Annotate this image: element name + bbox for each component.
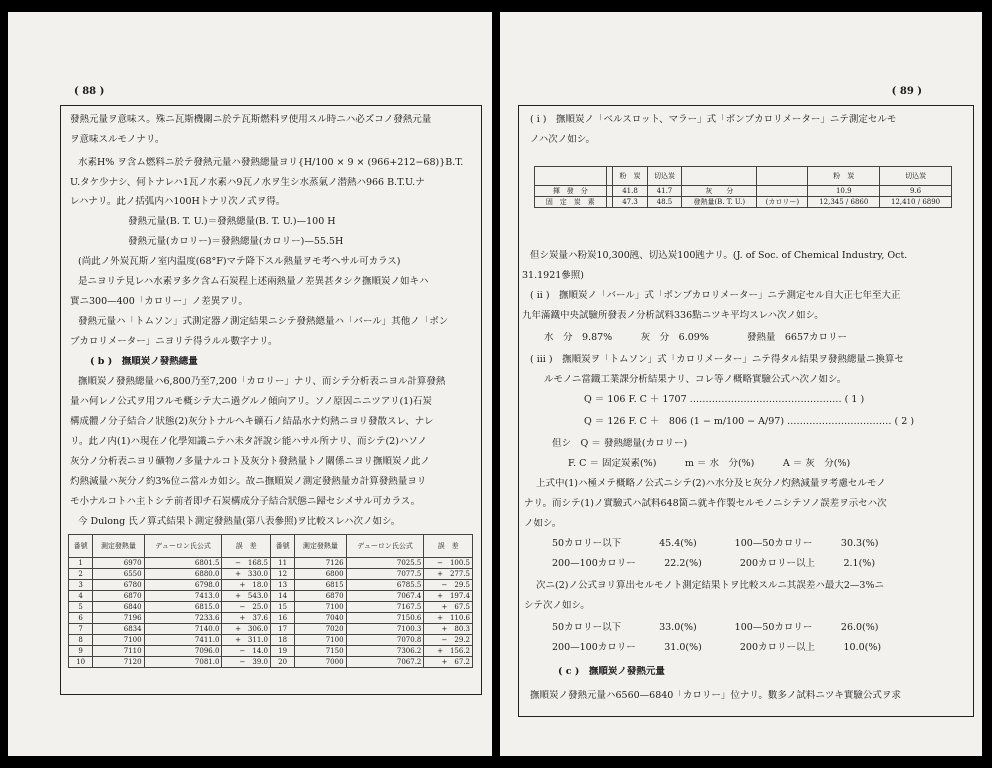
table-cell: 7070.8 xyxy=(346,635,424,646)
text-line: リ。此ノ内(1)ハ現在ノ化學知識ニテハ未タ評說シ能ハサル所ナリ、而シテ(2)ハソノ xyxy=(70,436,428,447)
table-row xyxy=(69,569,473,580)
table-cell: 6800 xyxy=(295,569,346,580)
text-line: 九年滿鐵中央試驗所發表ノ分析試料336點ニツキ平均スレハ次ノ如シ。 xyxy=(522,310,824,321)
text-line: 31.1921參照) xyxy=(522,270,584,281)
table-cell: 41.7 xyxy=(647,186,681,197)
table-cell: 7100 xyxy=(93,635,144,646)
text-line: レハナリ。此ノ括弧内ハ100Hトナリ次ノ式ヲ得。 xyxy=(70,196,286,207)
table-cell: + 330.0 xyxy=(222,569,271,580)
table-cell xyxy=(757,186,808,197)
table-cell: 1 xyxy=(69,558,93,569)
table-header: 番號 xyxy=(270,535,294,558)
table-header xyxy=(606,167,613,186)
table-cell: 6815.0 xyxy=(144,602,222,613)
text-line: 發熱元量ヲ意味ス。殊ニ瓦斯機關ニ於テ瓦斯燃料ヲ使用スル時ニハ必ズコノ發熱元量 xyxy=(70,114,432,125)
table-cell: 6 xyxy=(69,613,93,624)
text-line: ブカロリメーター」ニヨリテ得ラルル數字ナリ。 xyxy=(70,336,278,347)
table-cell: 7067.2 xyxy=(346,657,424,668)
text-line: ( iii ) 撫順炭ヲ「トムソン」式「カロリメーター」ニテ得タル結果ヲ發熱總量ニ換算セ xyxy=(530,354,904,365)
table-row xyxy=(535,197,952,208)
table-cell: 11 xyxy=(270,558,294,569)
text-line: 發熱元量ハ「トムソン」式測定器ノ測定結果ニシテ發熱總量ハ「バール」其他ノ「ボン xyxy=(78,316,449,327)
text-line: (尚此ノ外炭瓦斯ノ室内温度(68°F)マテ降下スル熱量ヲモ考ヘサル可カラス) xyxy=(78,256,401,267)
table-cell: 14 xyxy=(270,591,294,602)
table-header xyxy=(757,167,808,186)
text-line: 灼熱減量ハ灰分ノ約3%位ニ當ルカ如シ。故ニ撫順炭ノ測定發熱量カ計算發熱量ヨリ xyxy=(70,476,427,487)
table-header: 番號 xyxy=(69,535,93,558)
table-cell: 7081.0 xyxy=(144,657,222,668)
table-cell xyxy=(606,197,613,208)
table-cell: 7126 xyxy=(295,558,346,569)
table-cell: 6834 xyxy=(93,624,144,635)
table-cell: 6801.5 xyxy=(144,558,222,569)
table-cell: + 110.6 xyxy=(424,613,473,624)
table-cell: 12,410 / 6890 xyxy=(880,197,952,208)
text-line: 是ニヨリテ見レハ水素ヲ多ク含ム石炭程上述兩熱量ノ差異甚タシク撫順炭ノ如キハ xyxy=(78,276,429,287)
table-header: デューロン氏公式 xyxy=(144,535,222,558)
analysis-table xyxy=(534,166,952,208)
table-cell: 7100.3 xyxy=(346,624,424,635)
table-cell: 16 xyxy=(270,613,294,624)
table-cell: 6815 xyxy=(295,580,346,591)
text-line: 50カロリー以下 33.0(%) 100—50カロリー 26.0(%) xyxy=(552,622,879,633)
table-cell: − 29.2 xyxy=(424,635,473,646)
table-cell: 41.8 xyxy=(613,186,647,197)
table-cell: + 67.2 xyxy=(424,657,473,668)
table-header: 切込炭 xyxy=(647,167,681,186)
table-cell: 6970 xyxy=(93,558,144,569)
table-cell: 7150.6 xyxy=(346,613,424,624)
text-line: 撫順炭ノ發熱總量ハ6,800乃至7,200「カロリー」ナリ、而シテ分析表ニヨル計算發熱 xyxy=(78,376,446,387)
table-header xyxy=(682,167,757,186)
text-line: ノ如シ。 xyxy=(524,518,562,529)
table-cell: + 67.5 xyxy=(424,602,473,613)
table-cell: 發熱量(B. T. U.) xyxy=(682,197,757,208)
table-cell: + 197.4 xyxy=(424,591,473,602)
table-cell: 2 xyxy=(69,569,93,580)
table-row xyxy=(69,591,473,602)
table-cell: 10.9 xyxy=(808,186,880,197)
text-line: 水 分 9.87% 灰 分 6.09% 發熱量 6657カロリー xyxy=(544,332,848,343)
table-cell: 18 xyxy=(270,635,294,646)
table-header: デューロン氏公式 xyxy=(346,535,424,558)
formula-line: Q ＝ 126 F. C ＋ 806 (1 − m/100 − A/97) …………………………… ( 2 ) xyxy=(584,416,915,427)
text-line: ナリ。而シテ(1)ノ實驗式ハ試料648箇ニ就キ作製セルモノニシテソノ誤差ヲ示セハ次 xyxy=(524,498,887,509)
table-cell: (カロリー) xyxy=(757,197,808,208)
table-row xyxy=(69,558,473,569)
text-line: F. C ＝ 固定炭素(%) m ＝ 水 分(%) A ＝ 灰 分(%) xyxy=(568,458,851,469)
table-cell: + 543.0 xyxy=(222,591,271,602)
table-header-row xyxy=(69,535,473,558)
page-number: ( 88 ) xyxy=(74,86,105,97)
text-line: 但シ Q ＝ 發熱總量(カロリー) xyxy=(552,438,688,449)
text-line: U.タケ少ナシ、何トナレハ1瓦ノ水素ハ9瓦ノ水ヲ生シ水蒸氣ノ潜熱ハ966 B.T.U.ナ xyxy=(70,177,425,188)
text-line: ヲ意味スルモノナリ。 xyxy=(70,134,165,145)
text-line: 實ニ300—400「カロリー」ノ差異アリ。 xyxy=(70,296,248,307)
table-header-row xyxy=(535,167,952,186)
right-page xyxy=(500,12,982,756)
table-cell: 7100 xyxy=(295,635,346,646)
left-page xyxy=(8,12,492,756)
table-cell: 7067.4 xyxy=(346,591,424,602)
table-cell: 6798.0 xyxy=(144,580,222,591)
table-cell: 6785.5 xyxy=(346,580,424,591)
table-cell: 固 定 炭 素 xyxy=(535,197,607,208)
text-line: ルモノニ當鐵工業課分析結果ナリ、コレ等ノ概略實驗公式ハ次ノ如シ。 xyxy=(544,374,847,385)
table-header: 測定發熱量 xyxy=(93,535,144,558)
table-cell: 6870 xyxy=(93,591,144,602)
table-cell: 5 xyxy=(69,602,93,613)
table-cell: − 29.5 xyxy=(424,580,473,591)
table-cell: + 306.0 xyxy=(222,624,271,635)
table-cell: 7100 xyxy=(295,602,346,613)
table-cell: 7140.0 xyxy=(144,624,222,635)
table-body xyxy=(69,558,473,668)
table-cell: − 25.0 xyxy=(222,602,271,613)
table-cell: + 37.6 xyxy=(222,613,271,624)
comparison-table xyxy=(68,534,473,668)
table-cell: 15 xyxy=(270,602,294,613)
table-cell: 6550 xyxy=(93,569,144,580)
text-line: 次ニ(2)ノ公式ヨリ算出セルモノト測定結果トヲ比較スルニ其誤差ハ最大2—3%ニ xyxy=(536,580,884,591)
table-cell: 3 xyxy=(69,580,93,591)
table-cell: 4 xyxy=(69,591,93,602)
text-line: ( ii ) 撫順炭ノ「バール」式「ボンブカロリメーター」ニテ測定セル自大正七年至大正 xyxy=(530,290,901,301)
table-row xyxy=(69,646,473,657)
page-number: ( 89 ) xyxy=(891,86,922,97)
table-cell: 8 xyxy=(69,635,93,646)
table-cell: 12,345 / 6860 xyxy=(808,197,880,208)
table-row xyxy=(69,657,473,668)
table-row xyxy=(69,602,473,613)
table-cell: 19 xyxy=(270,646,294,657)
table-cell: 7120 xyxy=(93,657,144,668)
table-cell: 7110 xyxy=(93,646,144,657)
table-cell: 灰 分 xyxy=(682,186,757,197)
formula-line: 發熱元量(B. T. U.)＝發熱總量(B. T. U.)—100 H xyxy=(128,216,336,227)
table-cell: − 14.0 xyxy=(222,646,271,657)
table-cell: + 156.2 xyxy=(424,646,473,657)
table-cell: 6880.0 xyxy=(144,569,222,580)
table-cell: − 168.5 xyxy=(222,558,271,569)
text-line: 但シ炭量ハ粉炭10,300瓲、切込炭100瓲ナリ。(J. of Soc. of Chemical Industry, Oct. xyxy=(530,250,908,261)
table-cell: 9 xyxy=(69,646,93,657)
table-cell: 20 xyxy=(270,657,294,668)
table-cell: 9.6 xyxy=(880,186,952,197)
table-cell: 7020 xyxy=(295,624,346,635)
table-cell: 7025.5 xyxy=(346,558,424,569)
text-line: 撫順炭ノ發熱元量ハ6560—6840「カロリー」位ナリ。數多ノ試料ニツキ實驗公式ヲ求 xyxy=(530,690,901,701)
table-header: 粉 炭 xyxy=(613,167,647,186)
text-line: シテ次ノ如シ。 xyxy=(524,600,590,611)
text-line: ( i ) 撫順炭ノ「ベルスロット、マラー」式「ボンブカロリメーター」ニテ測定セルモ xyxy=(530,114,897,125)
table-cell: 13 xyxy=(270,580,294,591)
table-cell: 7306.2 xyxy=(346,646,424,657)
table-row xyxy=(69,635,473,646)
table-header: 誤 差 xyxy=(222,535,271,558)
table-cell: 7077.5 xyxy=(346,569,424,580)
text-line: 今 Dulong 氏ノ算式結果ト測定發熱量(第八表參照)ヲ比較スレハ次ノ如シ。 xyxy=(78,516,401,527)
table-cell: 7040 xyxy=(295,613,346,624)
table-header: 切込炭 xyxy=(880,167,952,186)
text-line: 50カロリー以下 45.4(%) 100—50カロリー 30.3(%) xyxy=(552,538,879,549)
table-header: 測定發熱量 xyxy=(295,535,346,558)
table-cell xyxy=(606,186,613,197)
table-row xyxy=(69,613,473,624)
section-heading: ( c ) 撫順炭ノ發熱元量 xyxy=(558,666,665,677)
table-cell: + 80.3 xyxy=(424,624,473,635)
table-cell: 7196 xyxy=(93,613,144,624)
table-cell: 7233.6 xyxy=(144,613,222,624)
section-heading: ( b ) 撫順炭ノ發熱總量 xyxy=(90,356,198,367)
table-row xyxy=(69,624,473,635)
text-line: 構成體ノ分子結合ノ狀態(2)灰分トナルヘキ礦石ノ結晶水ナ灼熱ニヨリ發散スレ、ナレ xyxy=(70,416,434,427)
table-header xyxy=(535,167,607,186)
table-cell: + 277.5 xyxy=(424,569,473,580)
text-line: 量ハ何レノ公式ヲ用フルモ概シテ大ニ過グルノ傾向アリ。ソノ原因ニニツアリ(1)石炭 xyxy=(70,396,432,407)
table-cell: 7411.0 xyxy=(144,635,222,646)
table-header: 粉 炭 xyxy=(808,167,880,186)
table-cell: 6780 xyxy=(93,580,144,591)
table-cell: 47.3 xyxy=(613,197,647,208)
table-cell: 7000 xyxy=(295,657,346,668)
table-cell: 10 xyxy=(69,657,93,668)
table-cell: 7150 xyxy=(295,646,346,657)
table-cell: 7167.5 xyxy=(346,602,424,613)
text-line: 水素H% ヲ含ム燃料ニ於テ發熱元量ハ發熱總量ヨリ{H/100 × 9 × (966+212−68)}B.T. xyxy=(78,157,464,168)
text-line: 200—100カロリー 22.2(%) 200カロリー以上 2.1(%) xyxy=(552,558,876,569)
table-cell: 揮 發 分 xyxy=(535,186,607,197)
table-row xyxy=(535,186,952,197)
table-cell: 17 xyxy=(270,624,294,635)
table-row xyxy=(69,580,473,591)
text-line: ノハ次ノ如シ。 xyxy=(530,134,595,145)
table-cell: − 100.5 xyxy=(424,558,473,569)
table-cell: 6840 xyxy=(93,602,144,613)
formula-line: Q ＝ 106 F. C ＋ 1707 ………………………………………… ( 1 ) xyxy=(584,394,865,405)
table-cell: 7096.0 xyxy=(144,646,222,657)
table-cell: 6870 xyxy=(295,591,346,602)
text-line: 上式中(1)ハ極メテ概略ノ公式ニシテ(2)ハ水分及ヒ灰分ノ灼熱減量ヲ考慮セルモノ xyxy=(536,478,886,489)
text-line: 灰分ノ分析表ニヨリ礦物ノ多量ナルコト及灰分ト發熱量トノ關係ニヨリ撫順炭ノ此ノ xyxy=(70,456,430,467)
table-cell: 7413.0 xyxy=(144,591,222,602)
table-cell: + 18.0 xyxy=(222,580,271,591)
table-cell: 48.5 xyxy=(647,197,681,208)
table-cell: + 311.0 xyxy=(222,635,271,646)
text-line: モ小ナルコトハ主トシテ前者即チ石炭構成分子結合狀態ニ歸セシメサル可カラス。 xyxy=(70,496,421,507)
table-header: 誤 差 xyxy=(424,535,473,558)
table-cell: 12 xyxy=(270,569,294,580)
formula-line: 發熱元量(カロリー)＝發熱總量(カロリー)—55.5H xyxy=(128,236,344,247)
table-body xyxy=(535,186,952,208)
table-cell: − 39.0 xyxy=(222,657,271,668)
table-cell: 7 xyxy=(69,624,93,635)
text-line: 200—100カロリー 31.0(%) 200カロリー以上 10.0(%) xyxy=(552,642,882,653)
